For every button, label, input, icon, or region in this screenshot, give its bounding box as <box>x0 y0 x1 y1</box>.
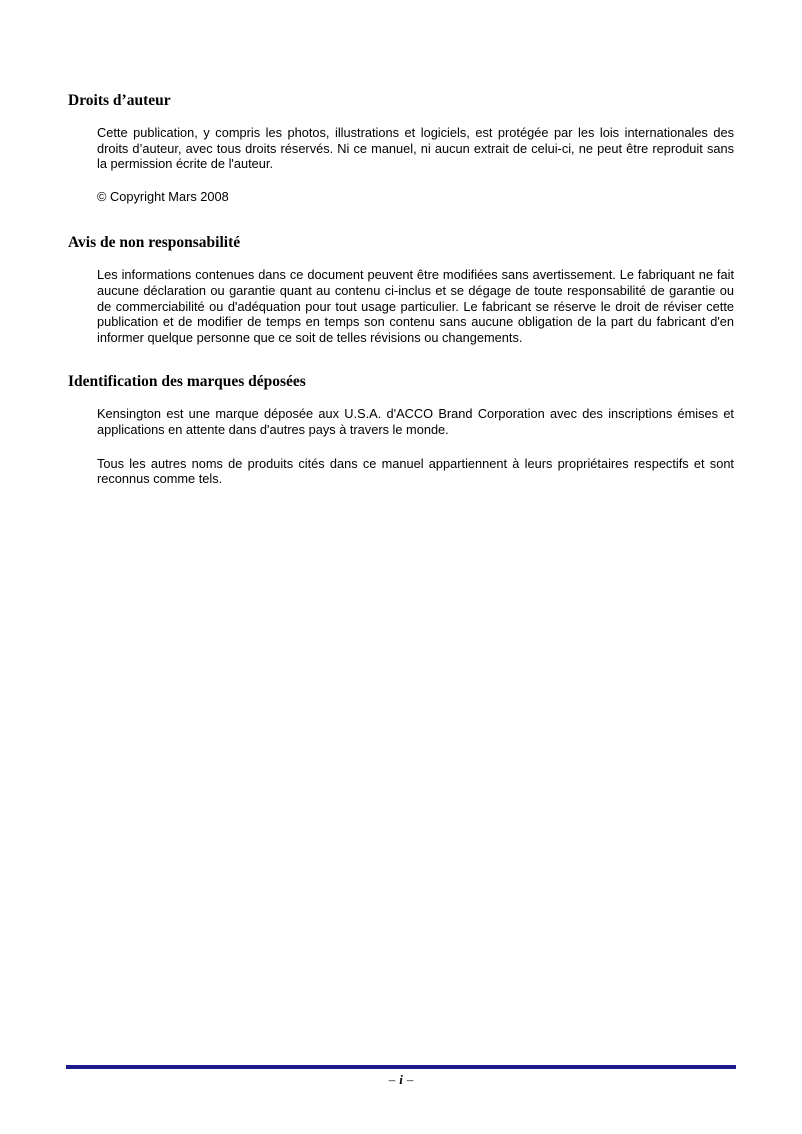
paragraph-copyright-notice: Cette publication, y compris les photos, illustrations et logiciels, est protégée par les lois internationales des droits d’auteur, avec tous droits réservés. Ni ce manuel, ni aucun extrait de celui-ci, ne peut être reproduit sans la permission écrite de l'auteur. <box>97 125 734 172</box>
paragraph-trademark-others: Tous les autres noms de produits cités dans ce manuel appartiennent à leurs propriétaires respectifs et sont reconnus comme tels. <box>97 455 734 487</box>
footer-rule <box>66 1065 736 1069</box>
section-heading-droits-auteur: Droits d’auteur <box>68 92 171 109</box>
page-footer <box>66 1065 736 1088</box>
section-heading-identification-marques: Identification des marques déposées <box>68 373 306 391</box>
paragraph-copyright-date: © Copyright Mars 2008 <box>97 188 229 204</box>
page-number <box>66 1072 736 1088</box>
section-heading-avis-non-responsabilite: Avis de non responsabilité <box>68 234 241 252</box>
page-content <box>68 0 734 487</box>
paragraph-disclaimer: Les informations contenues dans ce document peuvent être modifiées sans avertissement. Le fabriquant ne fait aucune déclaration ou garantie quant au contenu ci-inclus et se dégage de toute responsabilité de garantie ou de commerciabilité ou d'adéquation pour tout usage particulier. Le fabricant se réserve le droit de réviser cette publication et de modifier de temps en temps son contenu sans aucune obligation de la part du fabricant d'en informer quelque personne que ce soit de telles révisions ou changements. <box>97 267 734 345</box>
page-number-dash-left: – <box>388 1072 396 1087</box>
page-number-dash-right: – <box>406 1072 414 1087</box>
paragraph-trademark-kensington: Kensington est une marque déposée aux U.S.A. d'ACCO Brand Corporation avec des inscriptions émises et applications en attente dans d'autres pays à travers le monde. <box>97 406 734 437</box>
page-number-value: i <box>399 1072 403 1087</box>
